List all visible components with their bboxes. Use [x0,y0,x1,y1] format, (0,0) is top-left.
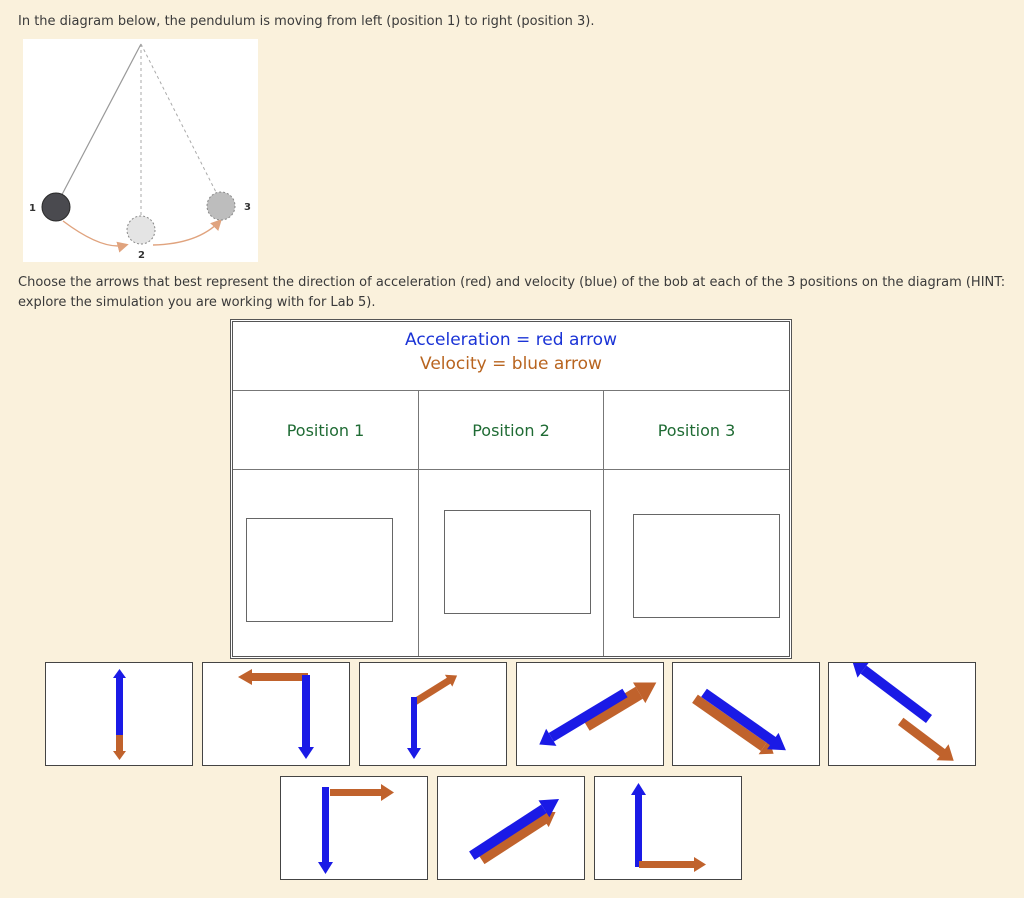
header-position-1: Position 1 [233,391,418,470]
drop-zone-position-3[interactable] [633,514,780,618]
answer-table [230,319,792,659]
label-1: 1 [29,203,36,214]
arrow-option-3[interactable] [359,662,507,766]
label-2: 2 [138,250,145,261]
arrow-option-6[interactable] [828,662,976,766]
pendulum-svg [23,39,258,262]
drop-zone-position-1[interactable] [246,518,393,622]
column-divider [603,391,604,656]
bob-position-2 [127,216,155,244]
bob-position-3 [207,192,235,220]
motion-arc-left [63,221,126,246]
string-pos3 [141,44,221,202]
header-position-3: Position 3 [604,391,789,470]
column-divider [418,391,419,656]
legend-velocity: Velocity = blue arrow [420,354,602,374]
pendulum-diagram [23,39,258,262]
arrow-option-1[interactable] [45,662,193,766]
arrow-option-2[interactable] [202,662,350,766]
arrow-option-8[interactable] [437,776,585,880]
legend-cell [233,322,789,391]
label-3: 3 [244,202,251,213]
drop-zone-position-2[interactable] [444,510,591,614]
instructions-text: Choose the arrows that best represent the direction of acceleration (red) and velocity (blue) of the bob at each of the 3 positions on the diagram (HINT: explore the simulation you are working with for Lab 5). [18,275,1006,310]
arrow-option-5[interactable] [672,662,820,766]
intro-text: In the diagram below, the pendulum is moving from left (position 1) to right (position 3). [18,14,595,29]
arrow-option-4[interactable] [516,662,664,766]
bob-position-1 [42,193,70,221]
legend-acceleration: Acceleration = red arrow [405,330,617,350]
motion-arc-right [153,221,220,245]
arrow-option-9[interactable] [594,776,742,880]
header-position-2: Position 2 [419,391,603,470]
string-pos1 [56,44,141,206]
arrow-option-7[interactable] [280,776,428,880]
